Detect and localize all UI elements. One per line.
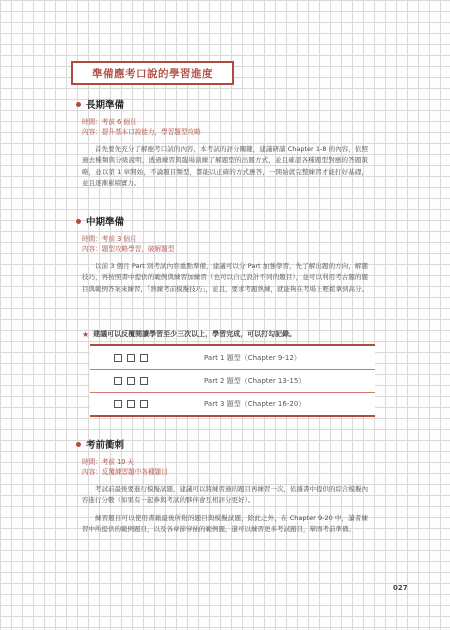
checkbox[interactable]	[127, 377, 135, 385]
section-content: 內容：反覆練習題中各種題目	[82, 468, 168, 476]
bullet-icon	[76, 102, 81, 107]
checklist-intro	[82, 329, 382, 339]
checkbox[interactable]	[114, 354, 122, 362]
bullet-icon	[76, 442, 81, 447]
section-content: 內容：提升基本口說能力，學習題型攻略	[82, 128, 201, 136]
section-final-sprint	[76, 437, 376, 535]
checkbox[interactable]	[127, 400, 135, 408]
checkbox[interactable]	[114, 377, 122, 385]
section-long-term	[76, 97, 376, 189]
star-icon: ★	[82, 329, 90, 339]
page-number: 027	[393, 584, 408, 592]
section-content: 內容：題型攻略學習，破解題型	[82, 245, 175, 253]
section-time: 時間：考前 10 天	[82, 458, 135, 466]
section-paragraph: 考試前最後要進行模擬試題，建議可以將練習過的題目再練習一次，依據書中提供的綜合模擬內容進行分數（如果有一起參與考試的夥伴會互相評分更好）。	[82, 485, 368, 505]
section-heading: 考前衝刺	[86, 440, 125, 451]
section-time: 時間：考前 6 個月	[82, 118, 137, 126]
section-paragraph: 首先要先充分了解應考口試的內容，本考試的評分關鍵，建議研讀 Chapter 1-8 的內容，依照過去種類與分級說明，透過練習與臨場演練了解題型的出題方式，並且確認各種題型對應的答題策略，並以第 1 章開始，不論題目類型，都能以正確的方式應答，一開始就完整練習才能打好基礎，並且逐漸累積實力。	[82, 145, 368, 187]
checkbox[interactable]	[140, 377, 148, 385]
checkbox[interactable]	[140, 354, 148, 362]
checklist-label: Part 2 題型（Chapter 13-15）	[204, 377, 306, 385]
checklist-row	[90, 392, 375, 415]
checklist-table	[90, 344, 375, 417]
checklist-intro-text: 建議可以反覆閱讀學習至少三次以上，學習完成，可以打勾記錄。	[93, 330, 297, 338]
checkbox[interactable]	[114, 400, 122, 408]
section-time: 時間：考前 3 個月	[82, 235, 137, 243]
section-paragraph: 以前 3 個月 Part 別考試內容重點準備，建議可以分 Part 加強學習，先了解出題的方向，解題技巧，再按照書中提供的範例與練習加練習（也可以自己設計不同的題目），並可以利用考古題的題目與範例答案來練習，「熟練考前模擬技巧」，並且，要求考題熟練，就能夠在考場上輕鬆拿到高分。	[82, 262, 368, 293]
checklist-label: Part 3 題型（Chapter 16-20）	[204, 400, 306, 408]
section-mid-term	[76, 214, 376, 295]
checklist-label: Part 1 題型（Chapter 9-12）	[204, 353, 301, 362]
section-paragraph: 練習題目可以使用書籍最後所附的題目與模擬試題，除此之外，在 Chapter 9-20 中，讀者練習中所提供的範例題目，以及各章節穿插的範例題，還可以練習更多考試題目，鞏固考前準備。	[82, 513, 368, 533]
checkbox[interactable]	[140, 400, 148, 408]
checklist-row	[90, 369, 375, 392]
bullet-icon	[76, 219, 81, 224]
checklist-row	[90, 346, 375, 369]
section-heading: 長期準備	[86, 100, 125, 111]
page-title: 準備應考口說的學習進度	[71, 61, 234, 85]
checkbox[interactable]	[127, 354, 135, 362]
section-heading: 中期準備	[86, 217, 125, 228]
